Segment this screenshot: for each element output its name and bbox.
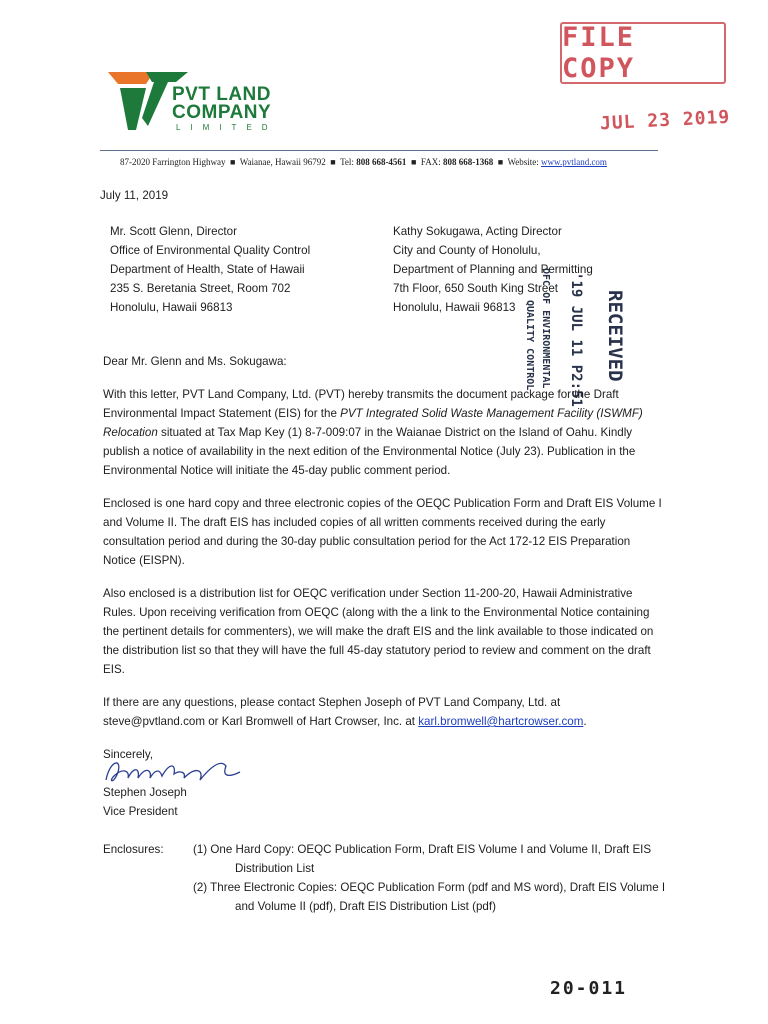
recipient-block-oeqc xyxy=(110,222,380,317)
received-date-stamp: JUL 23 2019 xyxy=(599,106,731,135)
letterhead-divider xyxy=(100,150,658,151)
recipient-line: Office of Environmental Quality Control xyxy=(110,244,311,257)
paragraph-text: situated at Tax Map Key (1) 8-7-009:07 in the Waianae District on the Island of Oahu. Kindly publish a notice of availability in the next edition of the Environmental Notice (July 23). Publication in the Environmental Notice will initiate the 45-day public comment period. xyxy=(103,426,636,477)
letterhead-address xyxy=(120,157,607,167)
address-city: Waianae, Hawaii 96792 xyxy=(239,157,326,167)
recipient-line: Department of Planning and Permitting xyxy=(393,263,593,276)
recipient-line: City and County of Honolulu, xyxy=(393,244,541,257)
paragraph-transmittal xyxy=(103,385,663,480)
enclosure-item-1 xyxy=(193,840,673,878)
project-title: PVT Integrated Solid Waste Management Facility (ISWMF) Relocation xyxy=(103,407,643,439)
file-copy-stamp: FILE COPY xyxy=(560,22,726,84)
recipient-line: Kathy Sokugawa, Acting Director xyxy=(393,225,562,238)
fax-label: FAX: xyxy=(420,157,441,167)
enclosure-line: (2) Three Electronic Copies: OEQC Publication Form (pdf and MS word), Draft EIS Volume I xyxy=(193,881,666,894)
address-street: 87-2020 Farrington Highway xyxy=(120,157,226,167)
received-stamp-word: RECEIVED xyxy=(604,290,626,382)
paragraph-contact xyxy=(103,693,663,731)
paragraph-enclosed: Enclosed is one hard copy and three electronic copies of the OEQC Publication Form and Draft EIS Volume I and Volume II. The draft EIS has included copies of all written comments received during the early consultation period and during the 30-day public consultation period for the Act 172-12 EIS Preparation Notice (EISPN). xyxy=(103,497,662,567)
signer-title: Vice President xyxy=(103,805,178,818)
received-stamp-office-2: QUALITY CONTROL xyxy=(524,300,535,391)
bullet-icon: ■ xyxy=(408,157,419,167)
tel-label: Tel: xyxy=(340,157,354,167)
enclosure-line: Distribution List xyxy=(235,862,315,875)
logo-text-line3: LIMITED xyxy=(176,123,278,132)
recipient-line: Honolulu, Hawaii 96813 xyxy=(110,301,233,314)
salutation: Dear Mr. Glenn and Ms. Sokugawa: xyxy=(103,355,287,368)
tel-number: 808 668-4561 xyxy=(356,157,407,167)
fax-number: 808 668-1368 xyxy=(442,157,494,167)
bullet-icon: ■ xyxy=(227,157,238,167)
enclosure-line: and Volume II (pdf), Draft EIS Distribution List (pdf) xyxy=(235,900,496,913)
paragraph-text: If there are any questions, please contact Stephen Joseph of PVT Land Company, Ltd. at steve@pvtland.com or Karl Bromwell of Hart Crowser, Inc. at xyxy=(103,696,561,728)
document-number: 20-011 xyxy=(550,978,628,999)
paragraph-text: With this letter, PVT Land Company, Ltd. (PVT) hereby transmits the document package for the Draft Environmental Impact Statement (EIS) for the xyxy=(103,388,619,420)
enclosures-label: Enclosures: xyxy=(103,843,164,856)
received-stamp-office-1: OFC OF ENVIRONMENTAL xyxy=(540,268,551,389)
email-link[interactable]: karl.bromwell@hartcrowser.com xyxy=(418,715,584,728)
closing: Sincerely, xyxy=(103,748,154,761)
bullet-icon: ■ xyxy=(495,157,506,167)
recipient-line: Mr. Scott Glenn, Director xyxy=(110,225,237,238)
bullet-icon: ■ xyxy=(328,157,338,167)
recipient-line: 7th Floor, 650 South King Street xyxy=(393,282,558,295)
recipient-line: Department of Health, State of Hawaii xyxy=(110,263,305,276)
logo-text-line1: PVT LAND xyxy=(172,84,271,105)
signer-name: Stephen Joseph xyxy=(103,786,187,799)
received-stamp-datetime: '19 JUL 11 P2:51 xyxy=(568,272,584,407)
website-link[interactable]: www.pvtland.com xyxy=(541,157,607,167)
letter-date: July 11, 2019 xyxy=(100,189,169,202)
enclosure-line: (1) One Hard Copy: OEQC Publication Form, Draft EIS Volume I and Volume II, Draft EIS xyxy=(193,843,652,856)
website-label: Website: xyxy=(507,157,539,167)
recipient-line: Honolulu, Hawaii 96813 xyxy=(393,301,516,314)
recipient-line: 235 S. Beretania Street, Room 702 xyxy=(110,282,291,295)
paragraph-distribution: Also enclosed is a distribution list for OEQC verification under Section 11-200-20, Hawaii Administrative Rules. Upon receiving verification from OEQC (along with the a link to the Environmental Notice containing the pertinent details for commenters), we will make the draft EIS and the link available to those indicated on the distribution list so that they will have the full 45-day statutory period to review and comment on the draft EIS. xyxy=(103,587,654,676)
paragraph-text: . xyxy=(583,715,587,728)
enclosure-item-2 xyxy=(193,878,673,916)
logo-text-line2: COMPANY xyxy=(172,102,272,123)
